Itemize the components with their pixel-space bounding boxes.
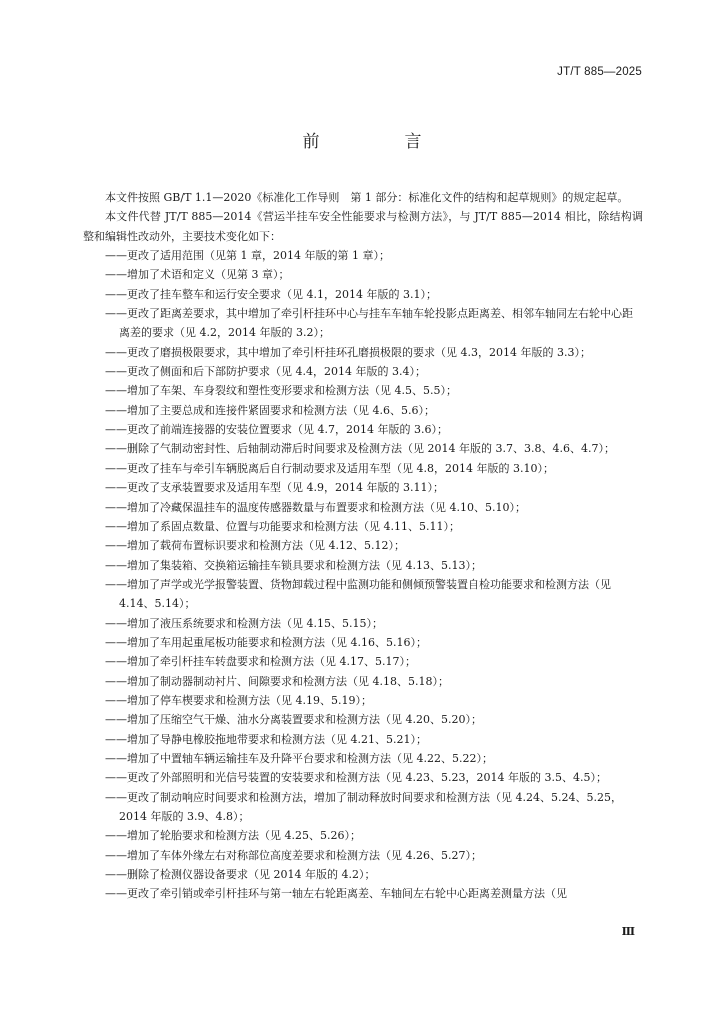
change-list-item: ——增加了车架、车身裂纹和塑性变形要求和检测方法（见 4.5、5.5）； [105, 384, 457, 398]
change-list-item: ——更改了挂车与牵引车辆脱离后自行制动要求及适用车型（见 4.8，2014 年版的 3.10）； [105, 461, 554, 475]
change-list-item: ——增加了压缩空气干燥、油水分离装置要求和检测方法（见 4.20、5.20）； [105, 713, 482, 727]
change-list-item: ——增加了术语和定义（见第 3 章）； [105, 268, 290, 282]
change-list-item: ——增加了液压系统要求和检测方法（见 4.15、5.15）； [105, 616, 383, 630]
change-list-item: ——增加了导静电橡胶拖地带要求和检测方法（见 4.21、5.21）； [105, 732, 427, 746]
change-list-item: ——更改了侧面和后下部防护要求（见 4.4，2014 年版的 3.4）； [105, 365, 426, 379]
change-list-item: ——更改了外部照明和光信号装置的安装要求和检测方法（见 4.23、5.23，2014 年版的 3.5、4.5）； [105, 771, 607, 785]
change-list-item: ——更改了适用范围（见第 1 章，2014 年版的第 1 章）； [105, 249, 390, 263]
change-list-item: ——删除了气制动密封性、后轴制动滞后时间要求及检测方法（见 2014 年版的 3.7、3.8、4.6、4.7）； [105, 442, 615, 456]
change-list-item: ——更改了前端连接器的安装位置要求（见 4.7，2014 年版的 3.6）； [105, 423, 448, 437]
document-body [83, 188, 643, 904]
change-list-item: ——删除了检测仪器设备要求（见 2014 年版的 4.2）； [105, 868, 376, 882]
change-list-item: ——增加了制动器制动衬片、间隙要求和检测方法（见 4.18、5.18）； [105, 674, 449, 688]
change-list-item: ——增加了系固点数量、位置与功能要求和检测方法（见 4.11、5.11）； [105, 519, 460, 533]
change-list [83, 246, 643, 904]
change-list-item: ——增加了主要总成和连接件紧固要求和检测方法（见 4.6、5.6）； [105, 403, 435, 417]
paragraph-drafting-rules: 本文件按照 GB/T 1.1—2020《标准化工作导则 第 1 部分：标准化文件的结构和起草规则》的规定起草。 [105, 191, 629, 204]
change-list-item: ——增加了车体外缘左右对称部位高度差要求和检测方法（见 4.26、5.27）； [105, 848, 482, 862]
change-list-item: ——增加了轮胎要求和检测方法（见 4.25、5.26）； [105, 829, 361, 843]
change-list-item: ——增加了车用起重尾板功能要求和检测方法（见 4.16、5.16）； [105, 635, 427, 649]
page-number: Ⅲ [621, 925, 635, 938]
change-list-item: ——更改了挂车整车和运行安全要求（见 4.1，2014 年版的 3.1）； [105, 287, 437, 301]
paragraph-replacement: 本文件代替 JT/T 885—2014《营运半挂车安全性能要求与检测方法》，与 JT/T 885—2014 相比，除结构调整和编辑性改动外，主要技术变化如下： [83, 210, 643, 243]
change-list-item: ——增加了停车楔要求和检测方法（见 4.19、5.19）； [105, 693, 372, 707]
page-title: 前 言 [302, 132, 456, 152]
change-list-item: ——增加了集装箱、交换箱运输挂车锁具要求和检测方法（见 4.13、5.13）； [105, 558, 482, 572]
change-list-item: ——更改了制动响应时间要求和检测方法，增加了制动释放时间要求和检测方法（见 4.24、5.24、5.25，2014 年版的 3.9、4.8）； [105, 790, 622, 823]
change-list-item: ——更改了磨损极限要求，其中增加了牵引杆挂环孔磨损极限的要求（见 4.3，2014 年版的 3.3）； [105, 345, 591, 359]
change-list-item: ——增加了声学或光学报警装置、货物卸载过程中监测功能和侧倾预警装置自检功能要求和检测方法（见 4.14、5.14）； [105, 577, 611, 611]
change-list-item: ——更改了支承装置要求及适用车型（见 4.9，2014 年版的 3.11）； [105, 481, 444, 495]
standard-code: JT/T 885—2025 [557, 66, 642, 78]
change-list-item: ——增加了中置轴车辆运输挂车及升降平台要求和检测方法（见 4.22、5.22）； [105, 751, 493, 765]
change-list-item: ——更改了距离差要求，其中增加了牵引杆挂环中心与挂车车轴车轮投影点距离差、相邻车轴同左右轮中心距离差的要求（见 4.2，2014 年版的 3.2）； [105, 307, 633, 340]
change-list-item: ——增加了冷藏保温挂车的温度传感器数量与布置要求和检测方法（见 4.10、5.10）； [105, 500, 526, 514]
change-list-item: ——增加了载荷布置标识要求和检测方法（见 4.12、5.12）； [105, 539, 405, 553]
change-list-item: ——更改了牵引销或牵引杆挂环与第一轴左右轮距离差、车轴间左右轮中心距离差测量方法（见 [105, 887, 567, 901]
change-list-item: ——增加了牵引杆挂车转盘要求和检测方法（见 4.17、5.17）； [105, 655, 416, 669]
